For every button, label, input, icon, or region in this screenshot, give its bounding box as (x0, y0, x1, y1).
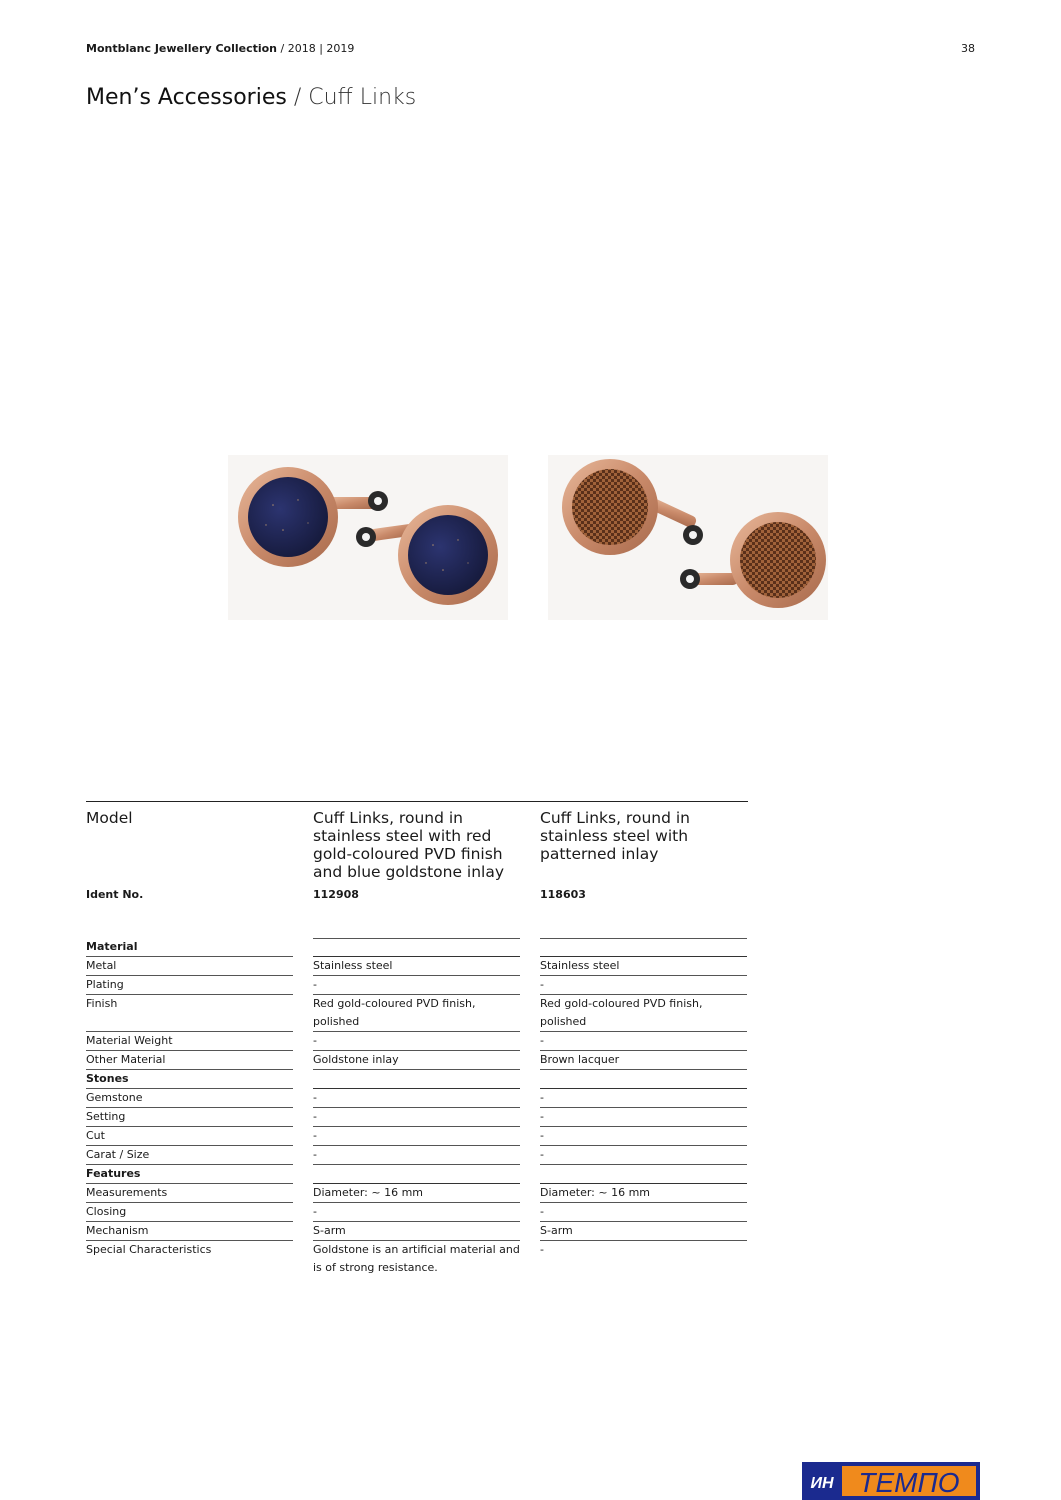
spec-value-2: - (540, 1146, 747, 1165)
spec-value-2 (540, 938, 747, 957)
spec-label: Mechanism (86, 1222, 293, 1241)
spec-value-2: - (540, 976, 747, 995)
spec-label: Plating (86, 976, 293, 995)
header-brand: Montblanc Jewellery Collection (86, 42, 278, 55)
logo-left-text: ИН (810, 1475, 834, 1492)
spec-value-2: - (540, 1089, 747, 1108)
spec-value-1 (313, 1165, 520, 1184)
spec-value-1: - (313, 1032, 520, 1051)
spec-label: Cut (86, 1127, 293, 1146)
intempo-logo (802, 1462, 980, 1500)
ident-label: Ident No. (86, 888, 144, 901)
spec-value-1: S-arm (313, 1222, 520, 1241)
spec-label: Setting (86, 1108, 293, 1127)
spec-label: Gemstone (86, 1089, 293, 1108)
page-number: 38 (961, 42, 975, 55)
spec-value-1 (313, 1070, 520, 1089)
spec-value-1: Goldstone is an artificial material and is of strong resistance. (313, 1243, 520, 1274)
title-category: Men’s Accessories (86, 85, 287, 110)
spec-value-2: Diameter: ~ 16 mm (540, 1184, 747, 1203)
model-name-2: Cuff Links, round in stainless steel with patterned inlay (540, 809, 690, 863)
patterned-cufflinks-image (548, 455, 828, 620)
spec-label: Measurements (86, 1184, 293, 1203)
spec-row (86, 1184, 748, 1203)
spec-value-1 (313, 938, 520, 957)
spec-label: Metal (86, 957, 293, 976)
page-title (86, 85, 416, 110)
spec-label: Finish (86, 995, 293, 1032)
spec-value-2: Red gold-coloured PVD finish, polished (540, 995, 747, 1032)
spec-row (86, 1241, 748, 1278)
spec-label: Features (86, 1165, 293, 1184)
spec-value-2: - (540, 1032, 747, 1051)
spec-row (86, 957, 748, 976)
spec-value-2 (540, 1070, 747, 1089)
spec-value-2: Brown lacquer (540, 1051, 747, 1070)
spec-value-1: - (313, 1108, 520, 1127)
model-label: Model (86, 809, 133, 827)
spec-row (86, 1070, 748, 1089)
spec-row (86, 1203, 748, 1222)
spec-label: Material (86, 938, 293, 957)
spec-value-1: - (313, 1127, 520, 1146)
spec-value-1: - (313, 1089, 520, 1108)
spec-value-1: - (313, 1203, 520, 1222)
ident-row (86, 888, 748, 938)
title-separator: / (286, 85, 309, 110)
spec-value-1: - (313, 1146, 520, 1165)
running-header (86, 42, 354, 55)
model-name-1: Cuff Links, round in stainless steel with red gold-coloured PVD finish and blue goldstone inlay (313, 809, 505, 881)
spec-value-1: Stainless steel (313, 957, 520, 976)
spec-value-2: - (540, 1108, 747, 1127)
goldstone-cufflinks-image (228, 455, 508, 620)
title-subcategory: Cuff Links (308, 85, 417, 110)
spec-row (86, 1032, 748, 1051)
spec-label: Material Weight (86, 1032, 293, 1051)
spec-value-2: - (540, 1203, 747, 1222)
header-years: / 2018 | 2019 (277, 42, 355, 55)
spec-value-1: Diameter: ~ 16 mm (313, 1184, 520, 1203)
spec-value-1: Red gold-coloured PVD finish, polished (313, 995, 520, 1032)
spec-value-1: Goldstone inlay (313, 1051, 520, 1070)
spec-label: Carat / Size (86, 1146, 293, 1165)
spec-row (86, 1108, 748, 1127)
spec-row (86, 1146, 748, 1165)
spec-label: Other Material (86, 1051, 293, 1070)
spec-value-2: S-arm (540, 1222, 747, 1241)
spec-value-2: - (540, 1243, 544, 1256)
spec-row (86, 1127, 748, 1146)
spec-row (86, 1051, 748, 1070)
model-row (86, 802, 748, 888)
spec-label: Stones (86, 1070, 293, 1089)
spec-row (86, 938, 748, 957)
spec-row (86, 1222, 748, 1241)
spec-value-2: - (540, 1127, 747, 1146)
ident-no-1: 112908 (313, 888, 359, 901)
spec-row (86, 995, 748, 1032)
spec-rows (86, 938, 748, 1278)
spec-row (86, 1089, 748, 1108)
spec-label: Special Characteristics (86, 1243, 212, 1256)
ident-no-2: 118603 (540, 888, 586, 901)
spec-row (86, 976, 748, 995)
spec-value-1: - (313, 976, 520, 995)
spec-value-2: Stainless steel (540, 957, 747, 976)
spec-row (86, 1165, 748, 1184)
logo-right-text: ТЕМПО (858, 1467, 960, 1498)
spec-value-2 (540, 1165, 747, 1184)
spec-label: Closing (86, 1203, 293, 1222)
spec-table (86, 801, 748, 1278)
